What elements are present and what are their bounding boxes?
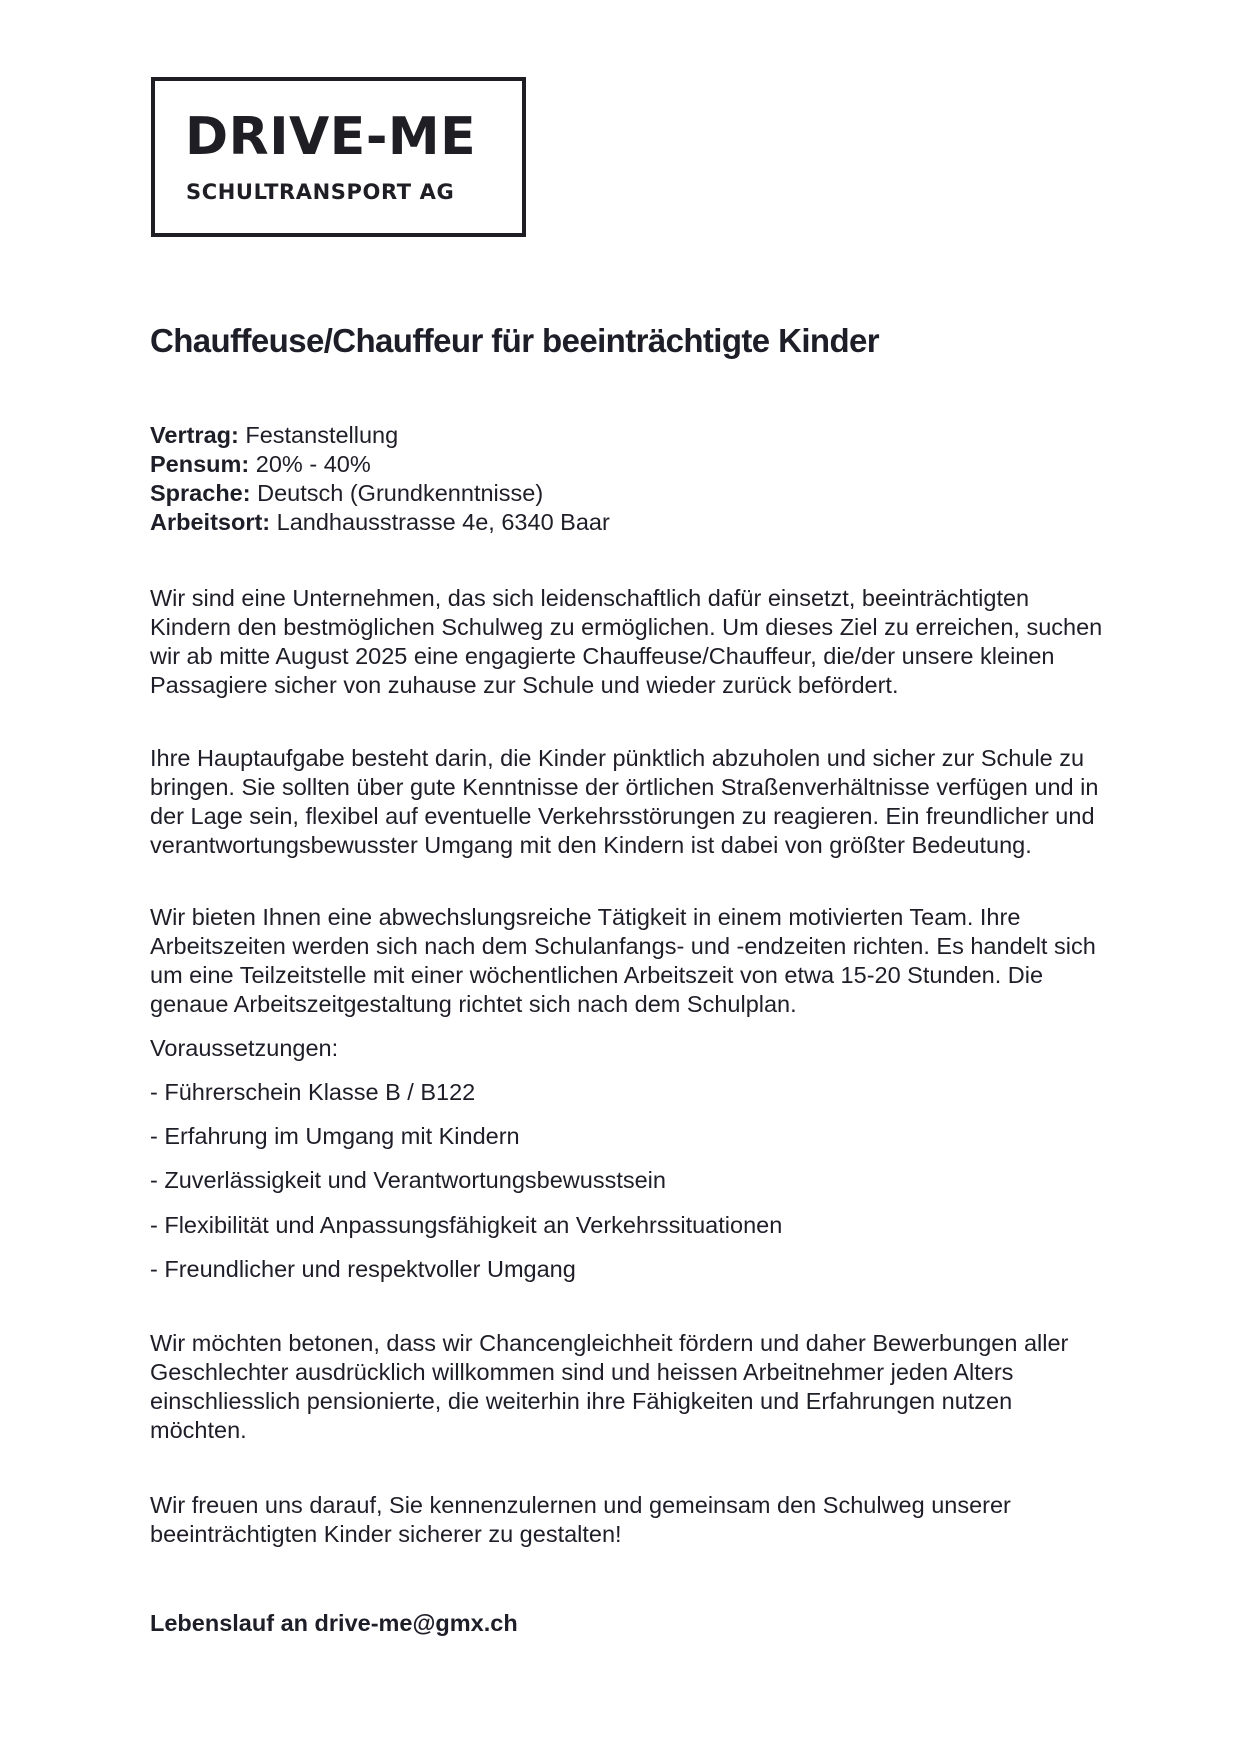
fact-value: Festanstellung [238, 422, 399, 448]
fact-location [150, 508, 610, 537]
intro-paragraph: Wir sind eine Unternehmen, das sich leidenschaftlich dafür einsetzt, beeinträchtigten Kindern den bestmöglichen Schulweg zu ermöglichen. Um dieses Ziel zu erreichen, suchen wir ab mitte August 2025 eine engagierte Chauffeuse/Chauffeur, die/der unsere kleinen Passagiere sicher von zuhause zur Schule und wieder zurück befördert. [150, 585, 1103, 698]
logo-wordmark: DRIVE-ME [185, 107, 477, 167]
fact-language [150, 479, 610, 508]
requirements-heading: Voraussetzungen: [150, 1035, 339, 1061]
fact-workload [150, 450, 610, 479]
offer-paragraph: Wir bieten Ihnen eine abwechslungsreiche Tätigkeit in einem motivierten Team. Ihre Arbeitszeiten werden sich nach dem Schulanfangs- und -endzeiten richten. Es handelt sich um eine Teilzeitstelle mit einer wöchentlichen Arbeitszeit von etwa 15-20 Stunden. Die genaue Arbeitszeitgestaltung richtet sich nach dem Schulplan. [150, 904, 1096, 1017]
fact-contract [150, 421, 610, 450]
job-title: Chauffeuse/Chauffeur für beeinträchtigte Kinder [150, 322, 880, 359]
fact-label: Arbeitsort: [150, 509, 271, 535]
company-logo [151, 77, 526, 237]
tasks-paragraph: Ihre Hauptaufgabe besteht darin, die Kinder pünktlich abzuholen und sicher zur Schule zu bringen. Sie sollten über gute Kenntnisse der örtlichen Straßenverhältnisse verfügen und in der Lage sein, flexibel auf eventuelle Verkehrsstörungen zu reagieren. Ein freundlicher und verantwortungsbewusster Umgang mit den Kindern ist dabei von größter Bedeutung. [150, 745, 1099, 858]
requirement-item: - Flexibilität und Anpassungsfähigkeit an Verkehrssituationen [150, 1212, 783, 1238]
fact-value: 20% - 40% [249, 451, 371, 477]
fact-value: Deutsch (Grundkenntnisse) [250, 480, 544, 506]
fact-label: Vertrag: [150, 422, 239, 448]
requirement-item: - Zuverlässigkeit und Verantwortungsbewusstsein [150, 1167, 666, 1193]
requirement-item: - Freundlicher und respektvoller Umgang [150, 1256, 576, 1282]
job-facts [150, 421, 610, 537]
equality-paragraph: Wir möchten betonen, dass wir Chancengleichheit fördern und daher Bewerbungen aller Geschlechter ausdrücklich willkommen sind und heissen Arbeitnehmer jeden Alters einschliesslich pensionierte, die weiterhin ihre Fähigkeiten und Erfahrungen nutzen möchten. [150, 1330, 1069, 1443]
requirement-item: - Führerschein Klasse B / B122 [150, 1079, 476, 1105]
logo-subtitle: SCHULTRANSPORT AG [186, 180, 455, 204]
requirement-item: - Erfahrung im Umgang mit Kindern [150, 1123, 520, 1149]
outro-paragraph: Wir freuen uns darauf, Sie kennenzulernen und gemeinsam den Schulweg unserer beeinträchtigten Kinder sicherer zu gestalten! [150, 1492, 1011, 1547]
fact-label: Sprache: [150, 480, 251, 506]
application-contact: Lebenslauf an drive-me@gmx.ch [150, 1610, 518, 1636]
fact-label: Pensum: [150, 451, 250, 477]
fact-value: Landhausstrasse 4e, 6340 Baar [270, 509, 610, 535]
